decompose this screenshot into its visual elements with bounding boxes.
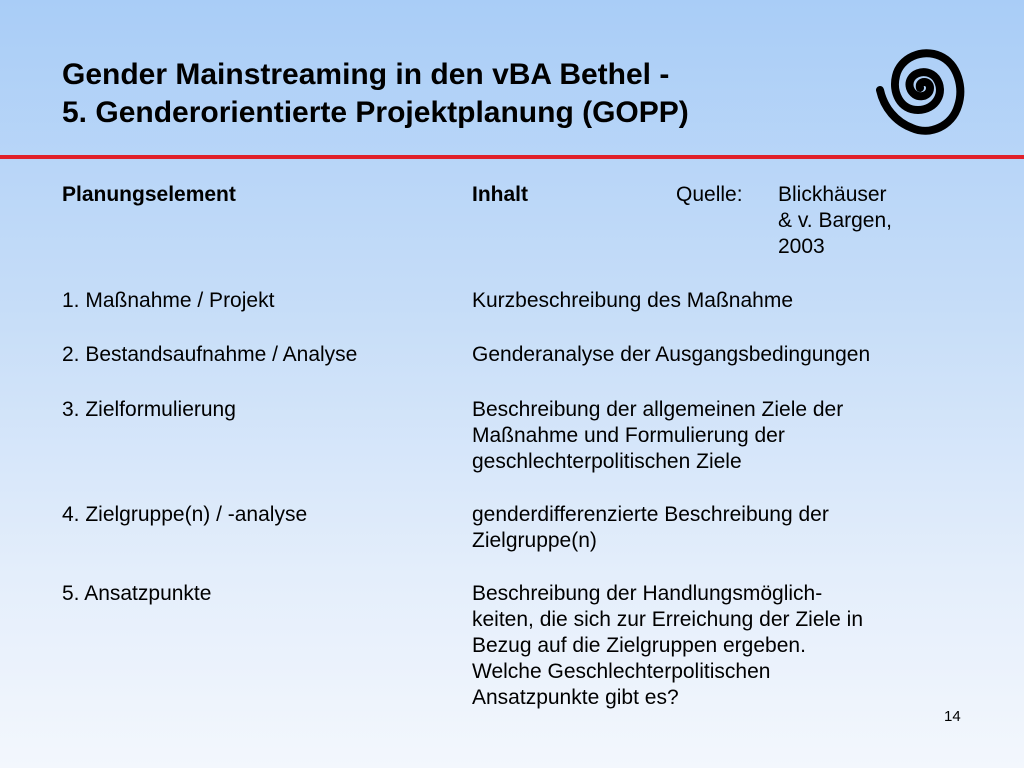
source-label: Quelle: xyxy=(676,183,743,206)
content-line: geschlechterpolitischen Ziele xyxy=(472,450,742,473)
table-row-element: 4. Zielgruppe(n) / -analyse xyxy=(62,503,308,526)
spiral-logo-icon xyxy=(872,30,968,146)
content-line: Genderanalyse der Ausgangsbedingungen xyxy=(472,343,871,366)
table-row-content xyxy=(472,342,870,368)
title-line-2: 5. Genderorientierte Projektplanung (GOPP) xyxy=(62,96,689,129)
table-row-element: 2. Bestandsaufnahme / Analyse xyxy=(62,343,358,366)
title-divider xyxy=(0,155,1024,159)
table-row-content xyxy=(472,502,829,554)
table-row-element: 3. Zielformulierung xyxy=(62,398,236,421)
content-line: Bezug auf die Zielgruppen ergeben. xyxy=(472,634,806,657)
content-line: Beschreibung der allgemeinen Ziele der xyxy=(472,398,844,421)
content-line: Beschreibung der Handlungsmöglich- xyxy=(472,582,823,605)
column-header-element: Planungselement xyxy=(62,183,236,206)
content-line: Ansatzpunkte gibt es? xyxy=(472,686,679,709)
table-row-content xyxy=(472,581,863,711)
title-line-1: Gender Mainstreaming in den vBA Bethel - xyxy=(62,58,670,91)
content-line: Zielgruppe(n) xyxy=(472,529,597,552)
table-row-element: 1. Maßnahme / Projekt xyxy=(62,289,275,312)
source-text xyxy=(778,182,892,260)
content-line: Welche Geschlechterpolitischen xyxy=(472,660,771,683)
page-number: 14 xyxy=(944,708,961,725)
content-line: keiten, die sich zur Erreichung der Ziele in xyxy=(472,608,864,631)
column-header-content: Inhalt xyxy=(472,183,528,206)
content-line: Kurzbeschreibung des Maßnahme xyxy=(472,289,794,312)
source-line: & v. Bargen, xyxy=(778,209,893,232)
table-row-content xyxy=(472,397,843,475)
content-line: genderdifferenzierte Beschreibung der xyxy=(472,503,829,526)
table-row-content xyxy=(472,288,793,314)
source-line: 2003 xyxy=(778,235,825,258)
content-line: Maßnahme und Formulierung der xyxy=(472,424,785,447)
table-row-element: 5. Ansatzpunkte xyxy=(62,582,212,605)
source-line: Blickhäuser xyxy=(778,183,887,206)
slide-title xyxy=(62,56,689,132)
